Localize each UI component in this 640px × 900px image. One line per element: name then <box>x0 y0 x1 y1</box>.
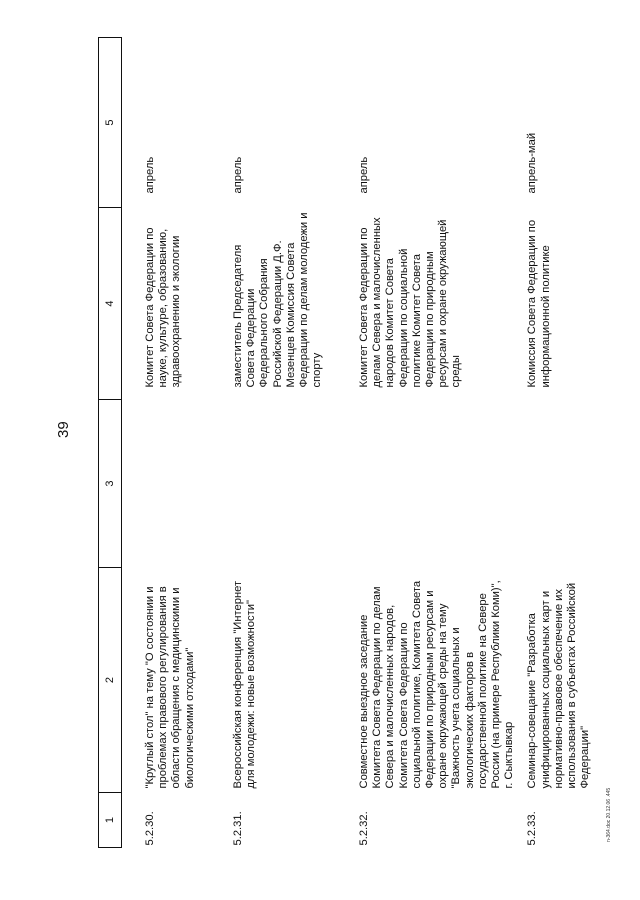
event-date: апрель <box>232 156 244 194</box>
row-number: 5.2.33. <box>526 811 539 846</box>
header-col-2: 2 <box>99 568 122 793</box>
event-place <box>122 400 225 568</box>
responsible-org: Комиссия Совета Федерации по информационной политике <box>526 219 552 388</box>
table-row <box>224 38 348 848</box>
table-row <box>122 38 225 848</box>
event-date: апрель-май <box>526 132 539 194</box>
event-date: апрель <box>144 156 156 194</box>
event-place <box>224 400 348 568</box>
row-number: 5.2.31. <box>232 811 244 846</box>
rotated-table-container <box>98 38 610 848</box>
event-place <box>516 400 626 568</box>
event-description: Всероссийская конференция "Интернет для молодежи: новые возможности" <box>232 580 258 789</box>
event-date: апрель <box>358 156 370 194</box>
responsible-org: Комитет Совета Федерации по науке, культуре, образованию, здравоохранению и экологии <box>144 227 183 388</box>
responsible-org: заместитель Председателя Совета Федерации Федерального Собрания Российской Федерации Д.Ф. Мезенцев Комиссия Совета Федерации по делам молодежи и спорту <box>232 212 324 388</box>
events-table <box>98 37 626 848</box>
header-row <box>99 38 122 848</box>
header-col-4: 4 <box>99 208 122 400</box>
header-col-5: 5 <box>99 38 122 208</box>
header-col-3: 3 <box>99 400 122 568</box>
event-description: Семинар-совещание "Разработка унифицированных социальных карт и нормативно-правовое обеспечение их использования в субъектах Российской Федерации" <box>526 582 592 789</box>
table-row <box>348 38 516 848</box>
header-col-1: 1 <box>99 793 122 848</box>
footer-file-code: n-364.doc 20.12.06 .445 <box>606 787 612 842</box>
row-number: 5.2.30. <box>144 811 156 846</box>
event-description: Совместное выездное заседание Комитета Совета Федерации по делам Севера и малочисленных народов, Комитета Совета Федерации по социальной политике, Комитета Совета Федерации по природным ресурсам и охране окружающей среды на тему "Важность учета социальных и экологических факторов в государственной политике на Севере России (на примере Республики Коми)", г. Сыктывкар <box>358 580 516 789</box>
event-description: "Круглый стол" на тему "О состоянии и проблемах правового регулирования в области обращения с медицинскими и биологическими отходами" <box>144 586 196 789</box>
page-number: 39 <box>55 421 72 438</box>
row-number: 5.2.32. <box>358 811 370 846</box>
responsible-org: Комитет Совета Федерации по делам Севера и малочисленных народов Комитет Совета Федерации по социальной политике Комитет Совета Федерации по природным ресурсам и охране окружающей среды <box>358 217 463 388</box>
table-row <box>516 38 626 848</box>
event-place <box>348 400 516 568</box>
